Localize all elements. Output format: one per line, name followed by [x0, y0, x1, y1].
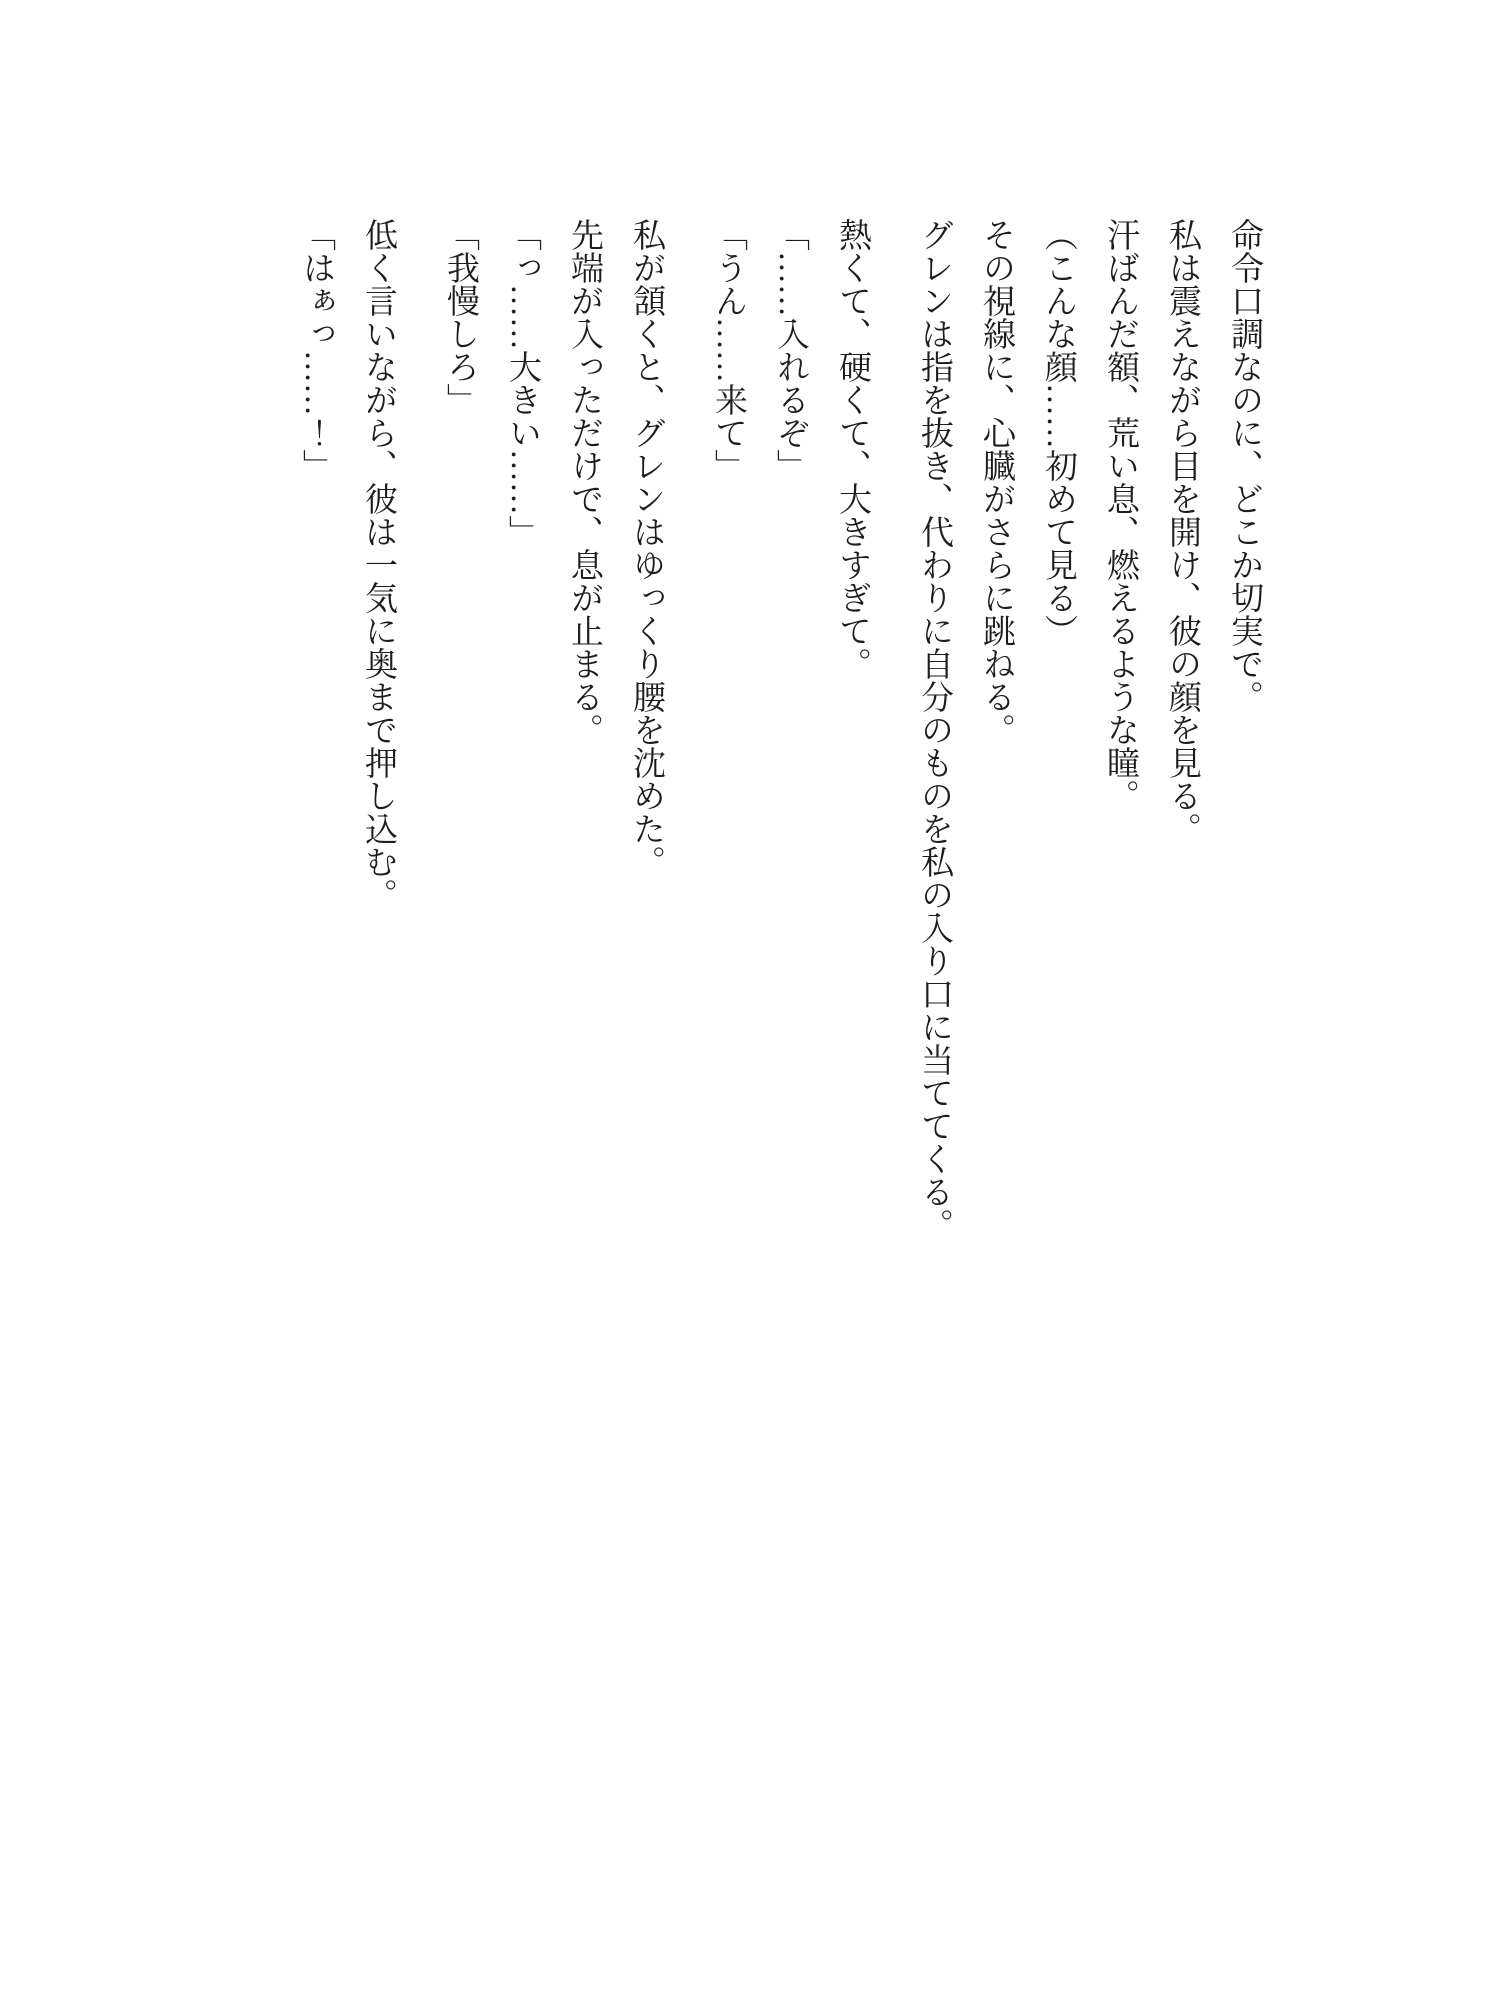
- text-line: 「……入れるぞ」: [772, 218, 808, 482]
- text-line: 低く言いながら、彼は一気に奥まで押し込む。: [360, 218, 396, 911]
- text-line: 熱くて、硬くて、大きすぎて。: [834, 218, 870, 680]
- text-line: 「うん……来て」: [710, 218, 746, 482]
- text-line: 「はぁっ……！」: [298, 218, 334, 482]
- text-line: 「っ……大きい……」: [504, 218, 540, 548]
- text-line: 先端が入っただけで、息が止まる。: [566, 218, 602, 746]
- text-line: 私は震えながら目を開け、彼の顔を見る。: [1164, 218, 1200, 845]
- text-line: 汗ばんだ額、荒い息、燃えるような瞳。: [1102, 218, 1138, 812]
- text-line: 「我慢しろ」: [442, 218, 478, 416]
- text-line: その視線に、心臓がさらに跳ねる。: [978, 218, 1014, 746]
- vertical-text-block: [285, 218, 1275, 1263]
- text-line: （こんな顔……初めて見る）: [1040, 218, 1076, 647]
- text-line: グレンは指を抜き、代わりに自分のものを私の入り口に当ててくる。: [916, 218, 952, 1241]
- text-line: 命令口調なのに、どこか切実で。: [1226, 218, 1262, 713]
- text-line: 私が頷くと、グレンはゆっくり腰を沈めた。: [628, 218, 664, 878]
